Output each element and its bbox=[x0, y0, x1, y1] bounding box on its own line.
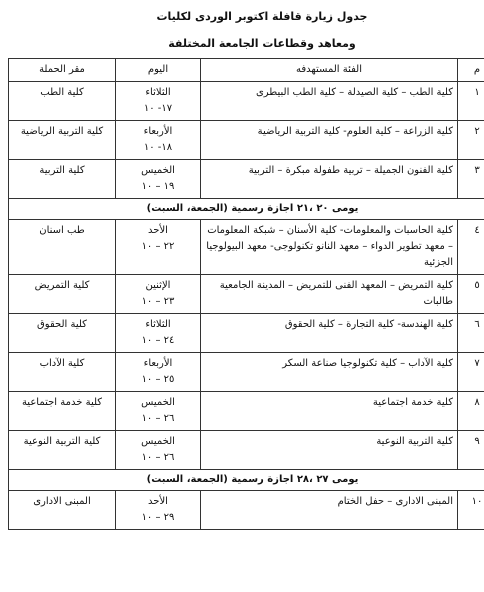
day-date: ٢٩ – ١٠ bbox=[141, 512, 175, 523]
row-number: ٨ bbox=[458, 392, 484, 431]
day-name: الخميس bbox=[141, 397, 175, 408]
holiday-row bbox=[9, 199, 484, 220]
row-hq: طب اسنان bbox=[9, 220, 116, 275]
title-line-2: ومعاهد وقطاعات الجامعة المختلفة bbox=[168, 37, 356, 50]
day-date: ٢٣ – ١٠ bbox=[141, 296, 175, 307]
row-number: ٤ bbox=[458, 220, 484, 275]
day-date: ١٧- ١٠ bbox=[143, 103, 173, 114]
table-row bbox=[9, 491, 484, 530]
row-category: كلية خدمة اجتماعية bbox=[201, 392, 458, 431]
row-category: كلية التمريض – المعهد الفنى للتمريض – المدينة الجامعية طالبات bbox=[201, 275, 458, 314]
row-category: كلية الفنون الجميلة – تربية طفولة مبكرة – التربية bbox=[201, 160, 458, 199]
row-category: كلية الحاسبات والمعلومات- كلية الأسنان – شبكة المعلومات – معهد تطوير الدواء – معهد النانو تكنولوجى- معهد البيولوجيا الجزئية bbox=[201, 220, 458, 275]
row-day bbox=[116, 82, 201, 121]
day-date: ١٨- ١٠ bbox=[143, 142, 173, 153]
title-line-1: جدول زيارة قافلة اكتوبر الوردى لكليات bbox=[156, 10, 368, 23]
table-row bbox=[9, 82, 484, 121]
day-name: الخميس bbox=[141, 436, 175, 447]
table-row bbox=[9, 160, 484, 199]
header-hq: مقر الحملة bbox=[9, 59, 116, 82]
day-date: ٢٦ – ١٠ bbox=[141, 452, 175, 463]
row-number: ٥ bbox=[458, 275, 484, 314]
row-day bbox=[116, 314, 201, 353]
row-number: ١٠ bbox=[458, 491, 484, 530]
row-hq: كلية الحقوق bbox=[9, 314, 116, 353]
row-category: كلية الهندسة- كلية التجارة – كلية الحقوق bbox=[201, 314, 458, 353]
row-hq: كلية التربية الرياضية bbox=[9, 121, 116, 160]
table-row bbox=[9, 353, 484, 392]
holiday-note: يومى ٢٠ ،٢١ اجازة رسمية (الجمعة، السبت) bbox=[9, 199, 484, 220]
day-date: ٢٥ – ١٠ bbox=[141, 374, 175, 385]
row-hq: كلية التمريض bbox=[9, 275, 116, 314]
day-name: الثلاثاء bbox=[145, 87, 171, 98]
row-day bbox=[116, 431, 201, 470]
header-num: م bbox=[458, 59, 484, 82]
row-day bbox=[116, 392, 201, 431]
row-day bbox=[116, 353, 201, 392]
row-day bbox=[116, 275, 201, 314]
day-name: الثلاثاء bbox=[145, 319, 171, 330]
table-row bbox=[9, 431, 484, 470]
day-name: الأحد bbox=[148, 225, 168, 236]
header-category: الفئة المستهدفه bbox=[201, 59, 458, 82]
table-row bbox=[9, 220, 484, 275]
day-name: الخميس bbox=[141, 165, 175, 176]
row-hq: كلية الآداب bbox=[9, 353, 116, 392]
header-day: اليوم bbox=[116, 59, 201, 82]
table-row bbox=[9, 392, 484, 431]
day-name: الإثنين bbox=[145, 280, 171, 291]
table-row bbox=[9, 314, 484, 353]
row-category: كلية التربية النوعية bbox=[201, 431, 458, 470]
row-day bbox=[116, 220, 201, 275]
row-number: ٩ bbox=[458, 431, 484, 470]
holiday-row bbox=[9, 470, 484, 491]
table-body bbox=[9, 82, 484, 530]
row-hq: المبنى الادارى bbox=[9, 491, 116, 530]
row-number: ٢ bbox=[458, 121, 484, 160]
table-row bbox=[9, 121, 484, 160]
row-category: كلية الطب – كلية الصيدلة – كلية الطب البيطرى bbox=[201, 82, 458, 121]
row-day bbox=[116, 121, 201, 160]
row-hq: كلية خدمة اجتماعية bbox=[9, 392, 116, 431]
row-hq: كلية الطب bbox=[9, 82, 116, 121]
row-category: كلية الزراعة – كلية العلوم- كلية التربية الرياضية bbox=[201, 121, 458, 160]
day-date: ٢٦ – ١٠ bbox=[141, 413, 175, 424]
day-date: ٢٤ – ١٠ bbox=[141, 335, 175, 346]
day-date: ٢٢ – ١٠ bbox=[141, 241, 175, 252]
row-number: ٧ bbox=[458, 353, 484, 392]
row-number: ٣ bbox=[458, 160, 484, 199]
row-hq: كلية التربية النوعية bbox=[9, 431, 116, 470]
row-day bbox=[116, 160, 201, 199]
schedule-table bbox=[8, 58, 484, 530]
table-row bbox=[9, 275, 484, 314]
row-hq: كلية التربية bbox=[9, 160, 116, 199]
holiday-note: يومى ٢٧ ،٢٨ اجازة رسمية (الجمعة، السبت) bbox=[9, 470, 484, 491]
day-name: الأربعاء bbox=[143, 358, 173, 369]
row-category: كلية الآداب – كلية تكنولوجيا صناعة السكر bbox=[201, 353, 458, 392]
row-number: ٦ bbox=[458, 314, 484, 353]
day-name: الأحد bbox=[148, 496, 168, 507]
row-day bbox=[116, 491, 201, 530]
day-name: الأربعاء bbox=[143, 126, 173, 137]
day-date: ١٩ – ١٠ bbox=[141, 181, 175, 192]
table-header-row bbox=[9, 59, 484, 82]
row-category: المبنى الادارى – حفل الختام bbox=[201, 491, 458, 530]
row-number: ١ bbox=[458, 82, 484, 121]
